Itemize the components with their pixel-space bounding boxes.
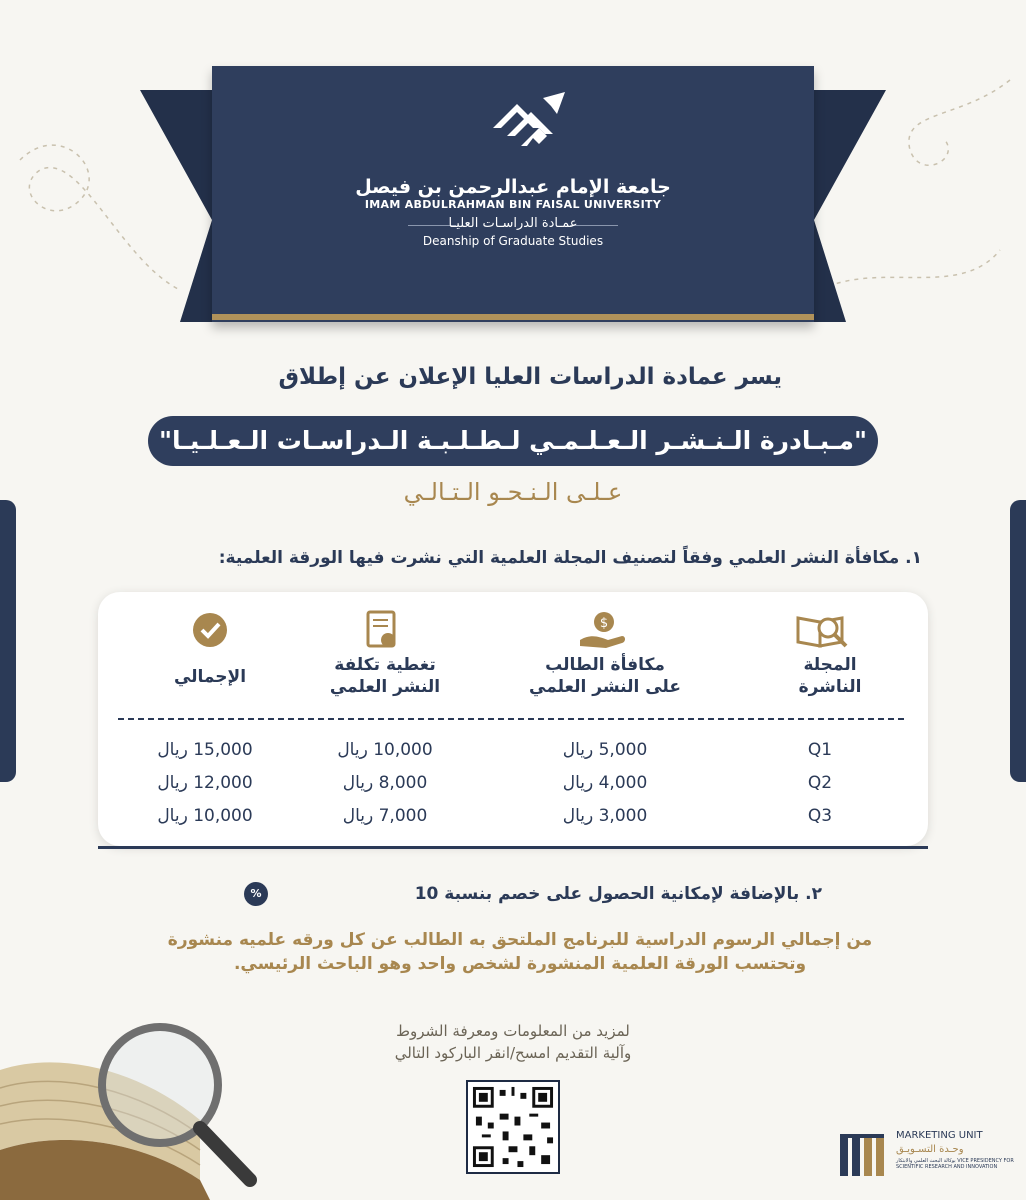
qr-code[interactable] xyxy=(466,1080,560,1174)
section-1-heading: ١. مكافأة النشر العلمي وفقاً لتصنيف المجلة العلمية التي نشرت فيها الورقة العلمية: xyxy=(218,548,922,568)
marketing-unit-subtitle: بوكالة البحث العلمي والابتكار VICE PRESIDENCY FOR SCIENTIFIC RESEARCH AND INNOVATION xyxy=(896,1158,1014,1170)
svg-text:$: $ xyxy=(599,616,609,631)
row-q1-cost: 10,000 ريال xyxy=(337,740,433,760)
verified-badge-icon xyxy=(190,610,230,650)
row-q1-total: 15,000 ريال xyxy=(157,740,253,760)
marketing-unit-en: MARKETING UNIT xyxy=(896,1130,983,1141)
side-tab-right xyxy=(1010,500,1026,782)
marketing-unit-ar: وحـدة التسـويـق xyxy=(896,1144,964,1155)
header-reward xyxy=(500,654,710,698)
row-q1-reward: 5,000 ريال xyxy=(562,740,648,760)
row-q3-cost: 7,000 ريال xyxy=(342,806,428,826)
header-reward-line2: على النشر العلمي xyxy=(529,677,681,697)
row-q2-total: 12,000 ريال xyxy=(157,773,253,793)
header-cost-line2: النشر العلمي xyxy=(329,677,441,697)
university-logo-icon xyxy=(487,88,567,162)
row-q3-total: 10,000 ريال xyxy=(157,806,253,826)
table-divider xyxy=(118,718,904,720)
banner-gold-stripe xyxy=(212,314,814,320)
row-q2-quartile: Q2 xyxy=(807,773,833,793)
deanship-name-ar: عمـادة الدراسـات العليـا xyxy=(448,216,578,231)
row-q1-quartile: Q1 xyxy=(807,740,833,760)
row-q3-quartile: Q3 xyxy=(807,806,833,826)
row-q3-reward: 3,000 ريال xyxy=(562,806,648,826)
header-reward-line1: مكافأة الطالب xyxy=(545,655,665,675)
more-info-line1: لمزيد من المعلومات ومعرفة الشروط xyxy=(396,1022,630,1040)
header-journal-line1: المجلة xyxy=(803,655,857,675)
deanship-name-en: Deanship of Graduate Studies xyxy=(422,234,604,248)
header-journal-line2: الناشرة xyxy=(798,677,862,697)
section-2-heading: ٢. بالإضافة لإمكانية الحصول على خصم بنسبة 10 xyxy=(414,884,822,904)
card-bottom-line xyxy=(98,846,928,849)
certificate-icon xyxy=(366,610,400,652)
book-magnifier-illustration xyxy=(0,1010,300,1200)
header-cost xyxy=(300,654,470,698)
initiative-title: "مـبـادرة الـنـشـر الـعـلـمـي لـطـلـبـة الـدراسـات الـعـلـيـا" xyxy=(148,416,878,466)
marketing-unit-logo-icon xyxy=(838,1132,890,1178)
qr-code-pattern-icon xyxy=(470,1084,556,1170)
more-info-line2: وآلية التقديم امسح/انقر الباركود التالي xyxy=(394,1044,632,1062)
book-magnifier-icon xyxy=(796,610,850,650)
header-journal xyxy=(770,654,890,698)
subtitle: عـلـى الـنـحـو الـتـالـي xyxy=(403,478,623,506)
university-name-ar: جامعة الإمام عبدالرحمن بن فيصل xyxy=(355,176,671,198)
discount-note: من إجمالي الرسوم الدراسية للبرنامج الملتحق به الطالب عن كل ورقه علميه منشورة وتحتسب الورقة العلمية المنشورة لشخص واحد وهو الباحث الرئيسي. xyxy=(167,930,873,974)
more-info xyxy=(300,1020,726,1064)
row-q2-cost: 8,000 ريال xyxy=(342,773,428,793)
percent-badge: % xyxy=(244,882,268,906)
hand-coin-icon xyxy=(578,610,628,650)
header-cost-line1: تغطية تكلفة xyxy=(334,655,436,675)
row-q2-reward: 4,000 ريال xyxy=(562,773,648,793)
intro-text: يسر عمادة الدراسات العليا الإعلان عن إطلاق xyxy=(278,364,782,390)
side-tab-left xyxy=(0,500,16,782)
university-name-en: IMAM ABDULRAHMAN BIN FAISAL UNIVERSITY xyxy=(364,198,662,211)
header-total: الإجمالي xyxy=(173,667,247,687)
